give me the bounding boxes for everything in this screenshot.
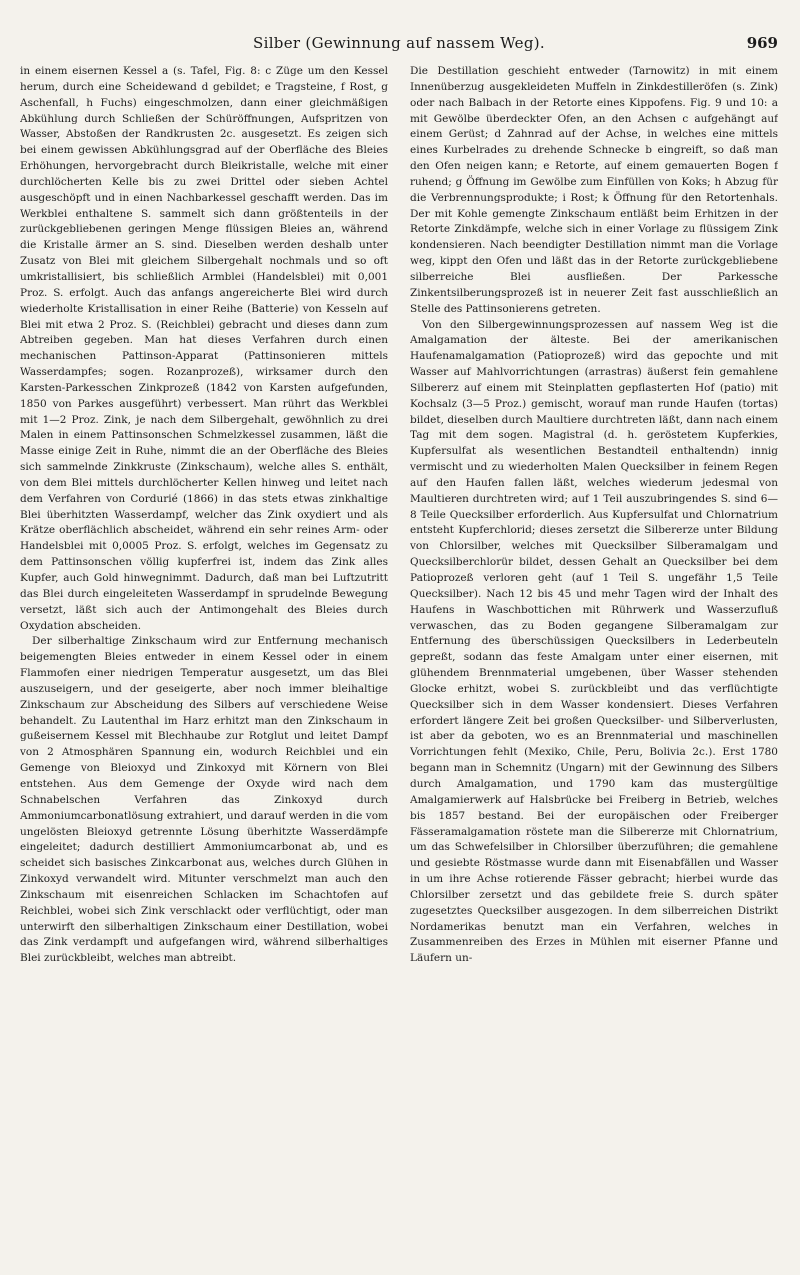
right-column (410, 64, 778, 1259)
page-number: 969 (746, 34, 778, 52)
running-title: Silber (Gewinnung auf nassem Weg). (253, 34, 545, 52)
left-column (20, 64, 388, 1259)
paragraph: in einem eisernen Kessel a (s. Tafel, Fig. 8: c Züge um den Kessel herum, durch eine Scheidewand d gebildet; e Tragsteine, f Rost, g Aschenfall, h Fuchs) eingeschmolzen, dann einer gleichmäßigen Abkühlung durch Schließen der Schüröffnungen, Aufspritzen von Wasser, Abstoßen der Randkrusten 2c. ausgesetzt. Es zeigen sich bei einem gewissen Abkühlungsgrad auf der Oberfläche des Bleies Erhöhungen, hervorgebracht durch Bleikristalle, welche mit einer durchlöcherten Kelle bis zu zwei Drittel oder sieben Achtel ausgeschöpft und in einen Nachbarkessel geschafft werden. Das im Werkblei enthaltene S. sammelt sich dann größtenteils in der zurückgebliebenen geringen Menge flüssigen Bleies an, während die Kristalle ärmer an S. sind. Dieselben werden deshalb unter Zusatz von Blei mit gleichem Silbergehalt nochmals und so oft umkristallisiert, bis schließlich Armblei (Handelsblei) mit 0,001 Proz. S. erfolgt. Auch das anfangs angereicherte Blei wird durch wiederholte Kristallisation in einer Reihe (Batterie) von Kesseln auf Blei mit etwa 2 Proz. S. (Reichblei) gebracht und dieses dann zum Abtreiben gegeben. Man hat dieses Verfahren durch einen mechanischen Pattinson-Apparat (Pattinsonieren mittels Wasserdampfes; sogen. Rozanprozeß), wirksamer durch den Karsten-Parkesschen Zinkprozeß (1842 von Karsten aufgefunden, 1850 von Parkes ausgeführt) verbessert. Man rührt das Werkblei mit 1—2 Proz. Zink, je nach dem Silbergehalt, gewöhnlich zu drei Malen in einem Pattinsonschen Schmelzkessel zusammen, läßt die Masse einige Zeit in Ruhe, nimmt die an der Oberfläche des Bleies sich sammelnde Zinkkruste (Zinkschaum), welche alles S. enthält, von dem Blei mittels durchlöcherter Kellen hinweg und leitet nach dem Verfahren von Cordurié (1866) in das stets etwas zinkhaltige Blei überhitzten Wasserdampf, welcher das Zink oxydiert und als Krätze oberflächlich abscheidet, während ein sehr reines Arm- oder Handelsblei mit 0,0005 Proz. S. erfolgt, welches im Gegensatz zu dem Pattinsonschen völlig kupferfrei ist, indem das Zink alles Kupfer, auch Gold hinwegnimmt. Dadurch, daß man bei Luftzutritt das Blei durch eingeleiteten Wasserdampf in sprudelnde Bewegung versetzt, läßt sich auch der Antimongehalt des Bleies durch Oxydation abscheiden. (20, 65, 388, 632)
paragraph: Die Destillation geschieht entweder (Tarnowitz) in mit einem Innenüberzug ausgekleideten Muffeln in Zinkdestilleröfen (s. Zink) oder nach Balbach in der Retorte eines Kippofens. Fig. 9 und 10: a mit Gewölbe überdeckter Ofen, an den Achsen c aufgehängt auf einem Gerüst; d Zahnrad auf der Achse, in welches eine mittels eines Kurbelrades zu drehende Schnecke b eingreift, so daß man den Ofen neigen kann; e Retorte, auf einem gemauerten Bogen f ruhend; g Öffnung im Gewölbe zum Einfüllen von Koks; h Abzug für die Verbrennungsprodukte; i Rost; k Öffnung für den Retortenhals. Der mit Kohle gemengte Zinkschaum entläßt beim Erhitzen in der Retorte Zinkdämpfe, welche sich in einer Vorlage zu flüssigem Zink kondensieren. Nach beendigter Destillation nimmt man die Vorlage weg, kippt den Ofen und läßt das in der Retorte zurückgebliebene silberreiche Blei ausfließen. Der Parkessche Zinkentsilberungsprozeß ist in neuerer Zeit fast ausschließlich an Stelle des Pattinsonierens getreten. (410, 65, 778, 315)
page-header (20, 0, 778, 64)
paragraph: Der silberhaltige Zinkschaum wird zur Entfernung mechanisch beigemengten Bleies entweder in einem Kessel oder in einem Flammofen einer niedrigen Temperatur ausgesetzt, um das Blei auszuseigern, und der geseigerte, aber noch immer bleihaltige Zinkschaum zur Abscheidung des Silbers auf verschiedene Weise behandelt. Zu Lautenthal im Harz erhitzt man den Zinkschaum in gußeisernem Kessel mit Blechhaube zur Rotglut und leitet Dampf von 2 Atmosphären Spannung ein, wodurch Reichblei und ein Gemenge von Bleioxyd und Zinkoxyd mit Körnern von Blei entstehen. Aus dem Gemenge der Oxyde wird nach dem Schnabelschen Verfahren das Zinkoxyd durch Ammoniumcarbonatlösung extrahiert, und darauf werden in die vom ungelösten Bleioxyd getrennte Lösung überhitzte Wasserdämpfe eingeleitet; dadurch destilliert Ammoniumcarbonat ab, und es scheidet sich basisches Zinkcarbonat aus, welches durch Glühen in Zinkoxyd verwandelt wird. Mitunter verschmelzt man auch den Zinkschaum mit eisenreichen Schlacken im Schachtofen auf Reichblei, wobei sich Zink verschlackt oder verflüchtigt, oder man unterwirft den silberhaltigen Zinkschaum einer Destillation, wobei das Zink verdampft und aufgefangen wird, während silberhaltiges Blei zurückbleibt, welches man abtreibt. (20, 635, 388, 965)
text-columns (20, 64, 778, 1259)
paragraph: Von den Silbergewinnungsprozessen auf nassem Weg ist die Amalgamation der älteste. Bei der amerikanischen Haufenamalgamation (Patioprozeß) wird das gepochte und mit Wasser auf Mahlvorrichtungen (arrastras) äußerst fein gemahlene Silbererz auf einem mit Steinplatten gepflasterten Hof (patio) mit Kochsalz (3—5 Proz.) gemischt, worauf man runde Haufen (tortas) bildet, dieselben durch Maultiere durchtreten läßt, dann nach einem Tag mit dem sogen. Magistral (d. h. geröstetem Kupferkies, Kupfersulfat als wesentlichen Bestandteil enthaltendn) innig vermischt und zu wiederholten Malen Quecksilber in feinem Regen auf den Haufen fallen läßt, welches wiederum jedesmal von Maultieren durchtreten wird; auf 1 Teil auszubringendes S. sind 6—8 Teile Quecksilber erforderlich. Aus Kupfersulfat und Chlornatrium entsteht Kupferchlorid; dieses zersetzt die Silbererze unter Bildung von Chlorsilber, welches mit Quecksilber Silberamalgam und Quecksilberchlorür bildet, dessen Gehalt an Quecksilber bei dem Patioprozeß verloren geht (auf 1 Teil S. ungefähr 1,5 Teile Quecksilber). Nach 12 bis 45 und mehr Tagen wird der Inhalt des Haufens in Waschbottichen mit Rührwerk und Wasserzufluß verwaschen, das zu Boden gegangene Silberamalgam zur Entfernung des überschüssigen Quecksilbers in Lederbeuteln gepreßt, sodann das feste Amalgam unter einer eisernen, mit glühendem Brennmaterial umgebenen, über Wasser stehenden Glocke erhitzt, wobei S. zurückbleibt und das verflüchtigte Quecksilber sich in dem Wasser kondensiert. Dieses Verfahren erfordert längere Zeit bei großen Quecksilber- und Silberverlusten, ist aber da geboten, wo es an Brennmaterial und maschinellen Vorrichtungen fehlt (Mexiko, Chile, Peru, Bolivia 2c.). Erst 1780 begann man in Schemnitz (Ungarn) mit der Gewinnung des Silbers durch Amalgamation, und 1790 kam das mustergültige Amalgamierwerk auf Halsbrücke bei Freiberg in Betrieb, welches bis 1857 bestand. Bei der europäischen oder Freiberger Fässeramalgamation röstete man die Silbererze mit Chlornatrium, um das Schwefelsilber in Chlorsilber überzuführen; die gemahlene und gesiebte Röstmasse wurde dann mit Eisenabfällen und Wasser in um ihre Achse rotierende Fässer gebracht; hierbei wurde das Chlorsilber zersetzt und das gebildete freie S. durch später zugesetztes Quecksilber ausgezogen. In dem silberreichen Distrikt Nordamerikas benutzt man ein Verfahren, welches in Zusammenreiben des Erzes in Mühlen mit eiserner Pfanne und Läufern un- (410, 318, 778, 965)
